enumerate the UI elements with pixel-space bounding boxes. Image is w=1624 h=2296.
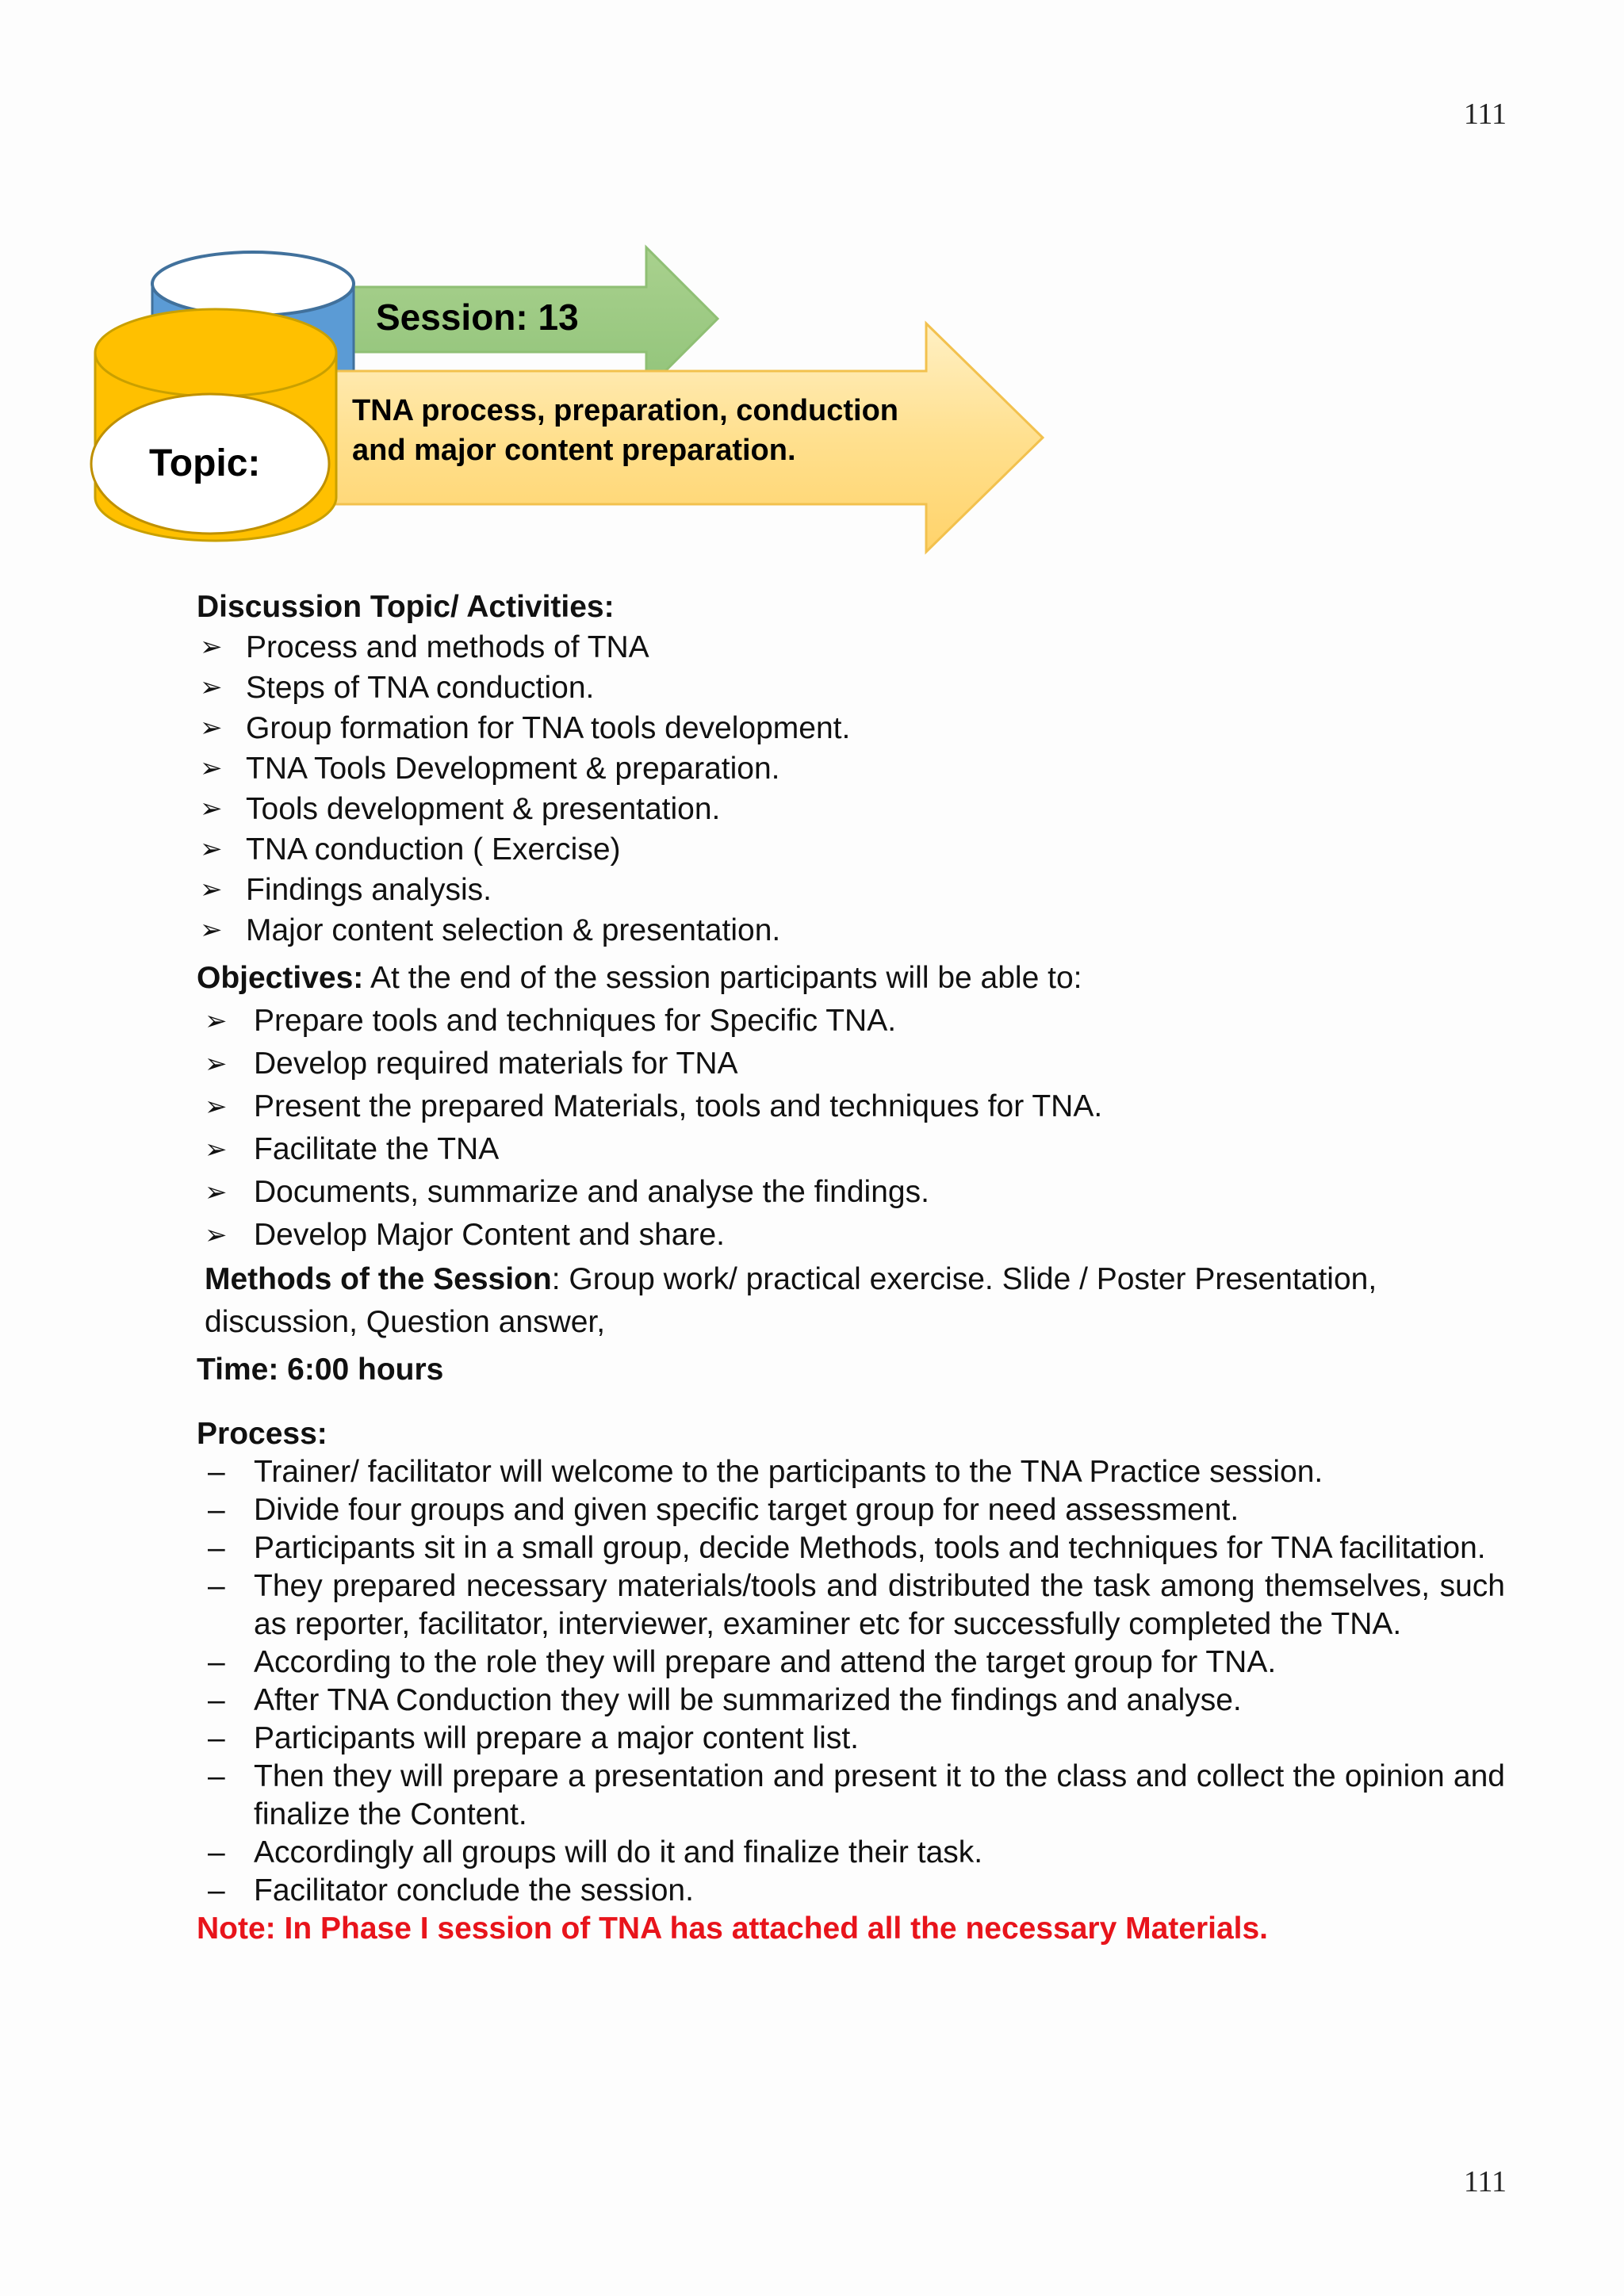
topic-title-line1: TNA process, preparation, conduction <box>352 394 899 427</box>
objective-item-text: Prepare tools and techniques for Specific TNA. <box>254 1004 897 1038</box>
discussion-item <box>197 829 1505 870</box>
discussion-item <box>197 789 1505 829</box>
objective-item <box>197 1128 1505 1171</box>
process-step-text: Facilitator conclude the session. <box>254 1873 694 1908</box>
discussion-heading: Discussion Topic/ Activities: <box>197 590 615 624</box>
dash-bullet-icon: – <box>208 1569 225 1603</box>
process-step-text: Accordingly all groups will do it and finalize their task. <box>254 1835 983 1869</box>
arrow-bullet-icon: ➢ <box>205 1092 228 1122</box>
objective-item-text: Facilitate the TNA <box>254 1132 500 1166</box>
process-step <box>197 1682 1505 1720</box>
session-content <box>197 587 1505 1948</box>
process-step <box>197 1453 1505 1491</box>
note-text: Note: In Phase I session of TNA has attached all the necessary Materials. <box>197 1911 1269 1946</box>
process-step-text: According to the role they will prepare and attend the target group for TNA. <box>254 1645 1277 1679</box>
process-step <box>197 1529 1505 1567</box>
discussion-item-text: TNA Tools Development & preparation. <box>246 752 780 786</box>
yellow-cylinder <box>91 309 336 541</box>
process-step <box>197 1644 1505 1682</box>
session-label: Session: 13 <box>376 297 579 338</box>
page-number-top: 111 <box>1463 98 1507 131</box>
discussion-item-text: Steps of TNA conduction. <box>246 671 595 705</box>
discussion-item-text: Process and methods of TNA <box>246 630 649 664</box>
objectives-line <box>197 957 1505 1000</box>
objective-item-text: Develop required materials for TNA <box>254 1047 738 1081</box>
objective-item-text: Documents, summarize and analyse the findings. <box>254 1175 929 1209</box>
dash-bullet-icon: – <box>208 1721 225 1755</box>
session-banner <box>79 238 1063 571</box>
dash-bullet-icon: – <box>208 1873 225 1908</box>
arrow-bullet-icon: ➢ <box>200 632 223 662</box>
discussion-item-text: Tools development & presentation. <box>246 792 721 826</box>
arrow-bullet-icon: ➢ <box>200 672 223 702</box>
session-time: Time: 6:00 hours <box>197 1353 444 1387</box>
arrow-bullet-icon: ➢ <box>205 1177 228 1207</box>
objectives-intro: At the end of the session participants will be able to: <box>363 961 1082 995</box>
process-step-text: Participants sit in a small group, decide Methods, tools and techniques for TNA facilitation. <box>254 1531 1486 1565</box>
dash-bullet-icon: – <box>208 1455 225 1489</box>
dash-bullet-icon: – <box>208 1645 225 1679</box>
topic-title-line2: and major content preparation. <box>352 434 796 467</box>
process-list <box>197 1453 1505 1910</box>
arrow-bullet-icon: ➢ <box>200 834 223 864</box>
process-step-text: After TNA Conduction they will be summarized the findings and analyse. <box>254 1683 1242 1717</box>
process-step <box>197 1720 1505 1758</box>
process-step-text: Participants will prepare a major content list. <box>254 1721 859 1755</box>
process-step <box>197 1491 1505 1529</box>
process-step-text: They prepared necessary materials/tools and distributed the task among themselves, such as reporter, facilitator, interviewer, examiner etc for successfully completed the TNA. <box>254 1569 1505 1641</box>
discussion-item-text: Major content selection & presentation. <box>246 913 781 947</box>
objectives-list <box>197 1000 1505 1257</box>
discussion-item-text: Findings analysis. <box>246 873 492 907</box>
discussion-item <box>197 910 1505 951</box>
methods-heading: Methods of the Session <box>205 1262 552 1296</box>
page-number-bottom: 111 <box>1463 2165 1507 2198</box>
arrow-bullet-icon: ➢ <box>200 874 223 905</box>
process-heading: Process: <box>197 1417 327 1451</box>
dash-bullet-icon: – <box>208 1759 225 1793</box>
dash-bullet-icon: – <box>208 1683 225 1717</box>
process-step <box>197 1758 1505 1834</box>
process-step <box>197 1834 1505 1872</box>
discussion-list <box>197 627 1505 951</box>
methods-text: : Group work/ practical exercise. Slide / Poster Presentation, discussion, Question answer, <box>205 1262 1377 1339</box>
arrow-bullet-icon: ➢ <box>205 1049 228 1079</box>
discussion-item <box>197 627 1505 668</box>
arrow-bullet-icon: ➢ <box>205 1006 228 1036</box>
arrow-bullet-icon: ➢ <box>205 1220 228 1250</box>
discussion-item <box>197 708 1505 748</box>
arrow-bullet-icon: ➢ <box>200 713 223 743</box>
dash-bullet-icon: – <box>208 1531 225 1565</box>
objective-item <box>197 1171 1505 1214</box>
process-step-text: Trainer/ facilitator will welcome to the participants to the TNA Practice session. <box>254 1455 1323 1489</box>
objective-item-text: Develop Major Content and share. <box>254 1218 726 1252</box>
objective-item-text: Present the prepared Materials, tools and techniques for TNA. <box>254 1089 1103 1123</box>
discussion-item <box>197 748 1505 789</box>
arrow-bullet-icon: ➢ <box>200 915 223 945</box>
topic-label: Topic: <box>149 442 261 484</box>
discussion-item-text: Group formation for TNA tools development. <box>246 711 851 745</box>
objectives-heading: Objectives: <box>197 961 364 995</box>
dash-bullet-icon: – <box>208 1493 225 1527</box>
discussion-item <box>197 870 1505 910</box>
arrow-bullet-icon: ➢ <box>205 1135 228 1165</box>
objective-item <box>197 1214 1505 1257</box>
arrow-bullet-icon: ➢ <box>200 753 223 783</box>
objective-item <box>197 1043 1505 1085</box>
methods-paragraph <box>197 1258 1505 1344</box>
discussion-item <box>197 668 1505 708</box>
objective-item <box>197 1085 1505 1128</box>
process-step <box>197 1872 1505 1910</box>
process-step-text: Divide four groups and given specific target group for need assessment. <box>254 1493 1239 1527</box>
discussion-item-text: TNA conduction ( Exercise) <box>246 832 621 867</box>
objective-item <box>197 1000 1505 1043</box>
arrow-bullet-icon: ➢ <box>200 794 223 824</box>
process-step-text: Then they will prepare a presentation and present it to the class and collect the opinion and finalize the Content. <box>254 1759 1505 1831</box>
process-step <box>197 1567 1505 1644</box>
dash-bullet-icon: – <box>208 1835 225 1869</box>
